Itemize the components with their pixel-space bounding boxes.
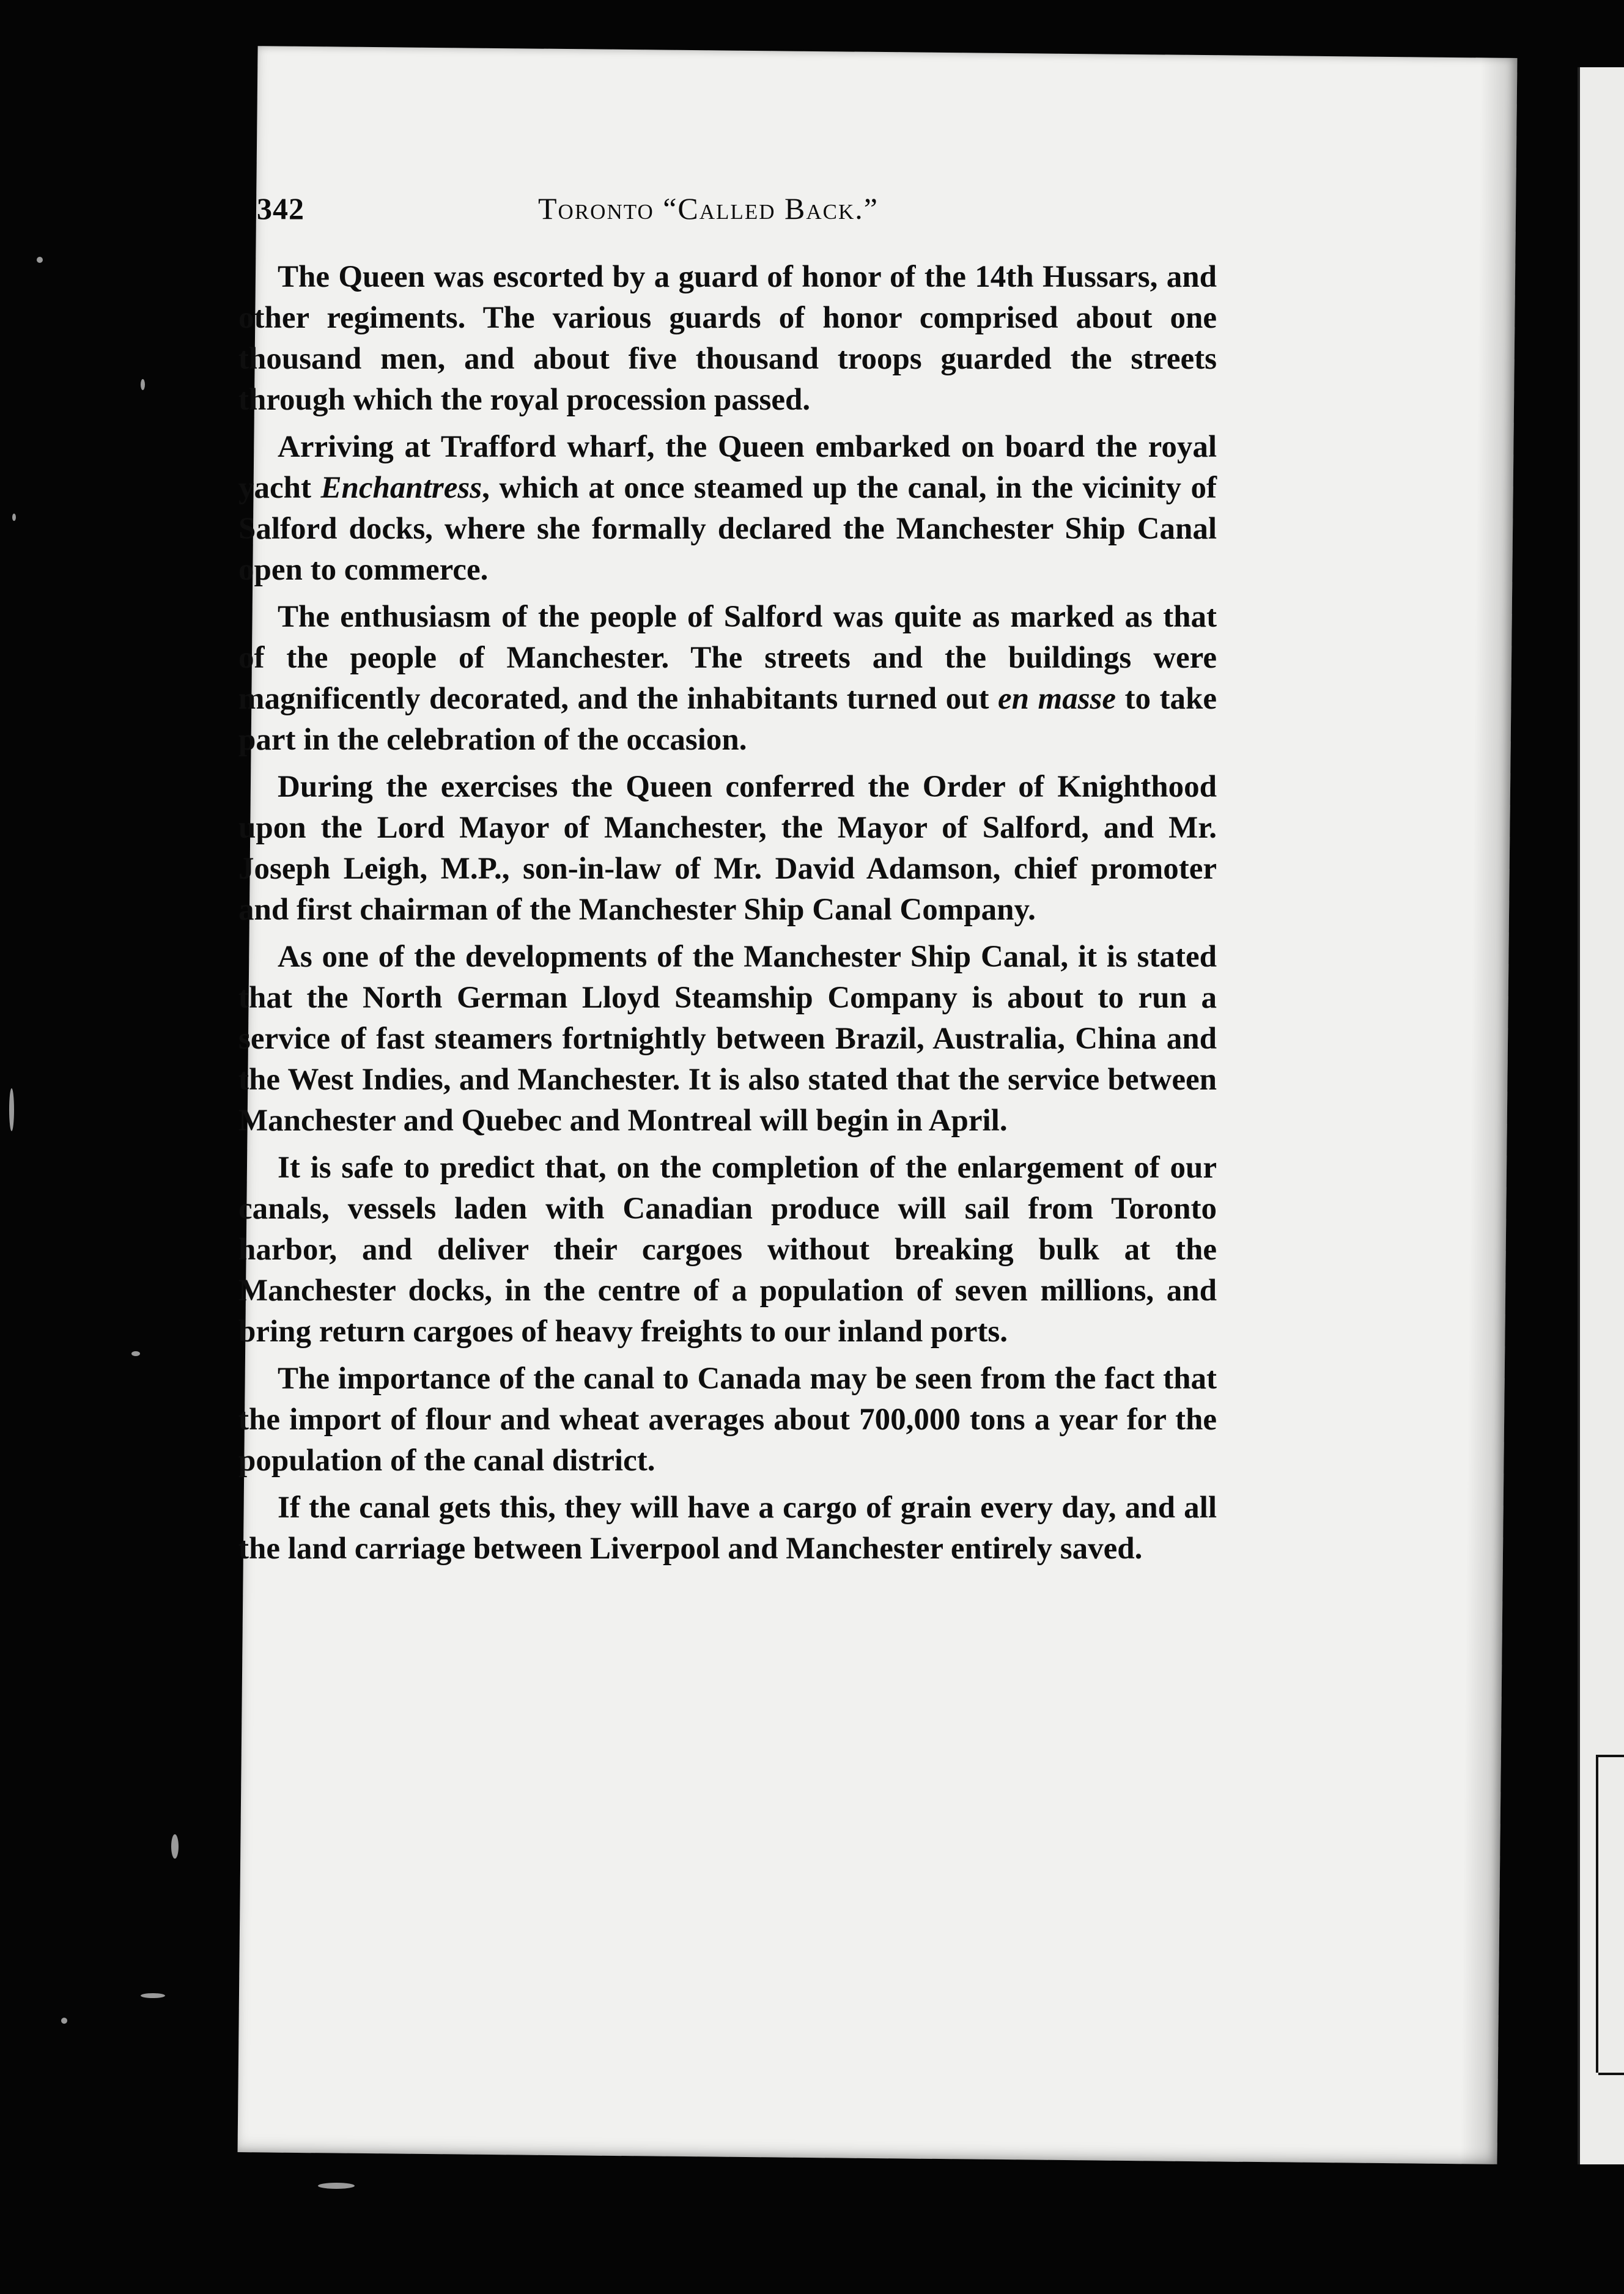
paragraph: [238, 1488, 1217, 1569]
paragraph-text: As one of the developments of the Manchester Ship Canal, it is stated that the North German Lloyd Steamship Company is about to run a service of fast steamers fortnightly between Brazil, Australia, China and the West Indies, and Manchester. It is also stated that the service between Manchester and Quebec and Montreal will begin in April.: [238, 940, 1217, 1138]
body-text: [238, 257, 1217, 1576]
scan-speck: [37, 257, 43, 263]
italic-text: Enchantress: [320, 471, 482, 505]
paragraph-text: If the canal gets this, they will have a cargo of grain every day, and all the land carriage between Liverpool and Manchester entirely saved.: [238, 1491, 1217, 1566]
scan-speck: [12, 514, 16, 521]
paragraph: [238, 1359, 1217, 1481]
paragraph: [238, 257, 1217, 421]
scan-speck: [318, 2183, 355, 2189]
paragraph-text: During the exercises the Queen conferred the Order of Knighthood upon the Lord Mayor of Manchester, the Mayor of Salford, and Mr. Joseph Leigh, M.P., son-in-law of Mr. David Adamson, chief promoter and first chairman of the Manchester Ship Canal Company.: [238, 770, 1217, 927]
running-title: Toronto “Called Back.”: [538, 191, 879, 226]
scan-speck: [61, 2018, 67, 2024]
paragraph-text: The Queen was escorted by a guard of honor of the 14th Hussars, and other regiments. The various guards of honor comprised about one thousand men, and about five thousand troops guarded the streets through which the royal procession passed.: [238, 260, 1217, 417]
adjacent-page-rule: [1598, 2073, 1624, 2075]
paragraph-text: The enthusiasm of the people of Salford was quite as marked as that of the people of Manchester. The streets and the buildings were magnificently decorated, and the inhabitants turned out: [238, 600, 1217, 716]
paragraph: [238, 1148, 1217, 1352]
scan-speck: [9, 1088, 14, 1131]
italic-text: en masse: [998, 682, 1116, 716]
paragraph: [238, 597, 1217, 761]
paragraph: [238, 427, 1217, 591]
scan-speck: [141, 379, 145, 390]
adjacent-page-edge: [1578, 67, 1624, 2164]
scan-speck: [131, 1351, 140, 1356]
scan-speck: [171, 1834, 179, 1859]
page-number: 342: [257, 191, 304, 226]
paragraph-text: It is safe to predict that, on the completion of the enlargement of our canals, vessels laden with Canadian produce will sail from Toronto harbor, and deliver their cargoes without breaking bulk at the Manchester docks, in the centre of a population of seven millions, and bring return cargoes of heavy freights to our inland ports.: [238, 1151, 1217, 1349]
paragraph-text: The importance of the canal to Canada may be seen from the fact that the import of flour and wheat averages about 700,000 tons a year for the population of the canal district.: [238, 1362, 1217, 1478]
running-head: [257, 191, 1192, 240]
paragraph: [238, 937, 1217, 1141]
paragraph-text: , which at once steamed up the canal, in the vicinity of Salford docks, where she formally declared the Manchester Ship Canal open to commerce.: [238, 471, 1217, 587]
scan-speck: [141, 1993, 165, 1998]
paragraph-text: Arriving at Trafford wharf, the Queen embarked on board the royal yacht: [238, 430, 1217, 505]
paragraph: [238, 767, 1217, 931]
adjacent-page-rule: [1596, 1755, 1598, 2073]
adjacent-page-rule: [1598, 1755, 1624, 1757]
paragraph-text: to take part in the celebration of the occasion.: [238, 682, 1217, 757]
